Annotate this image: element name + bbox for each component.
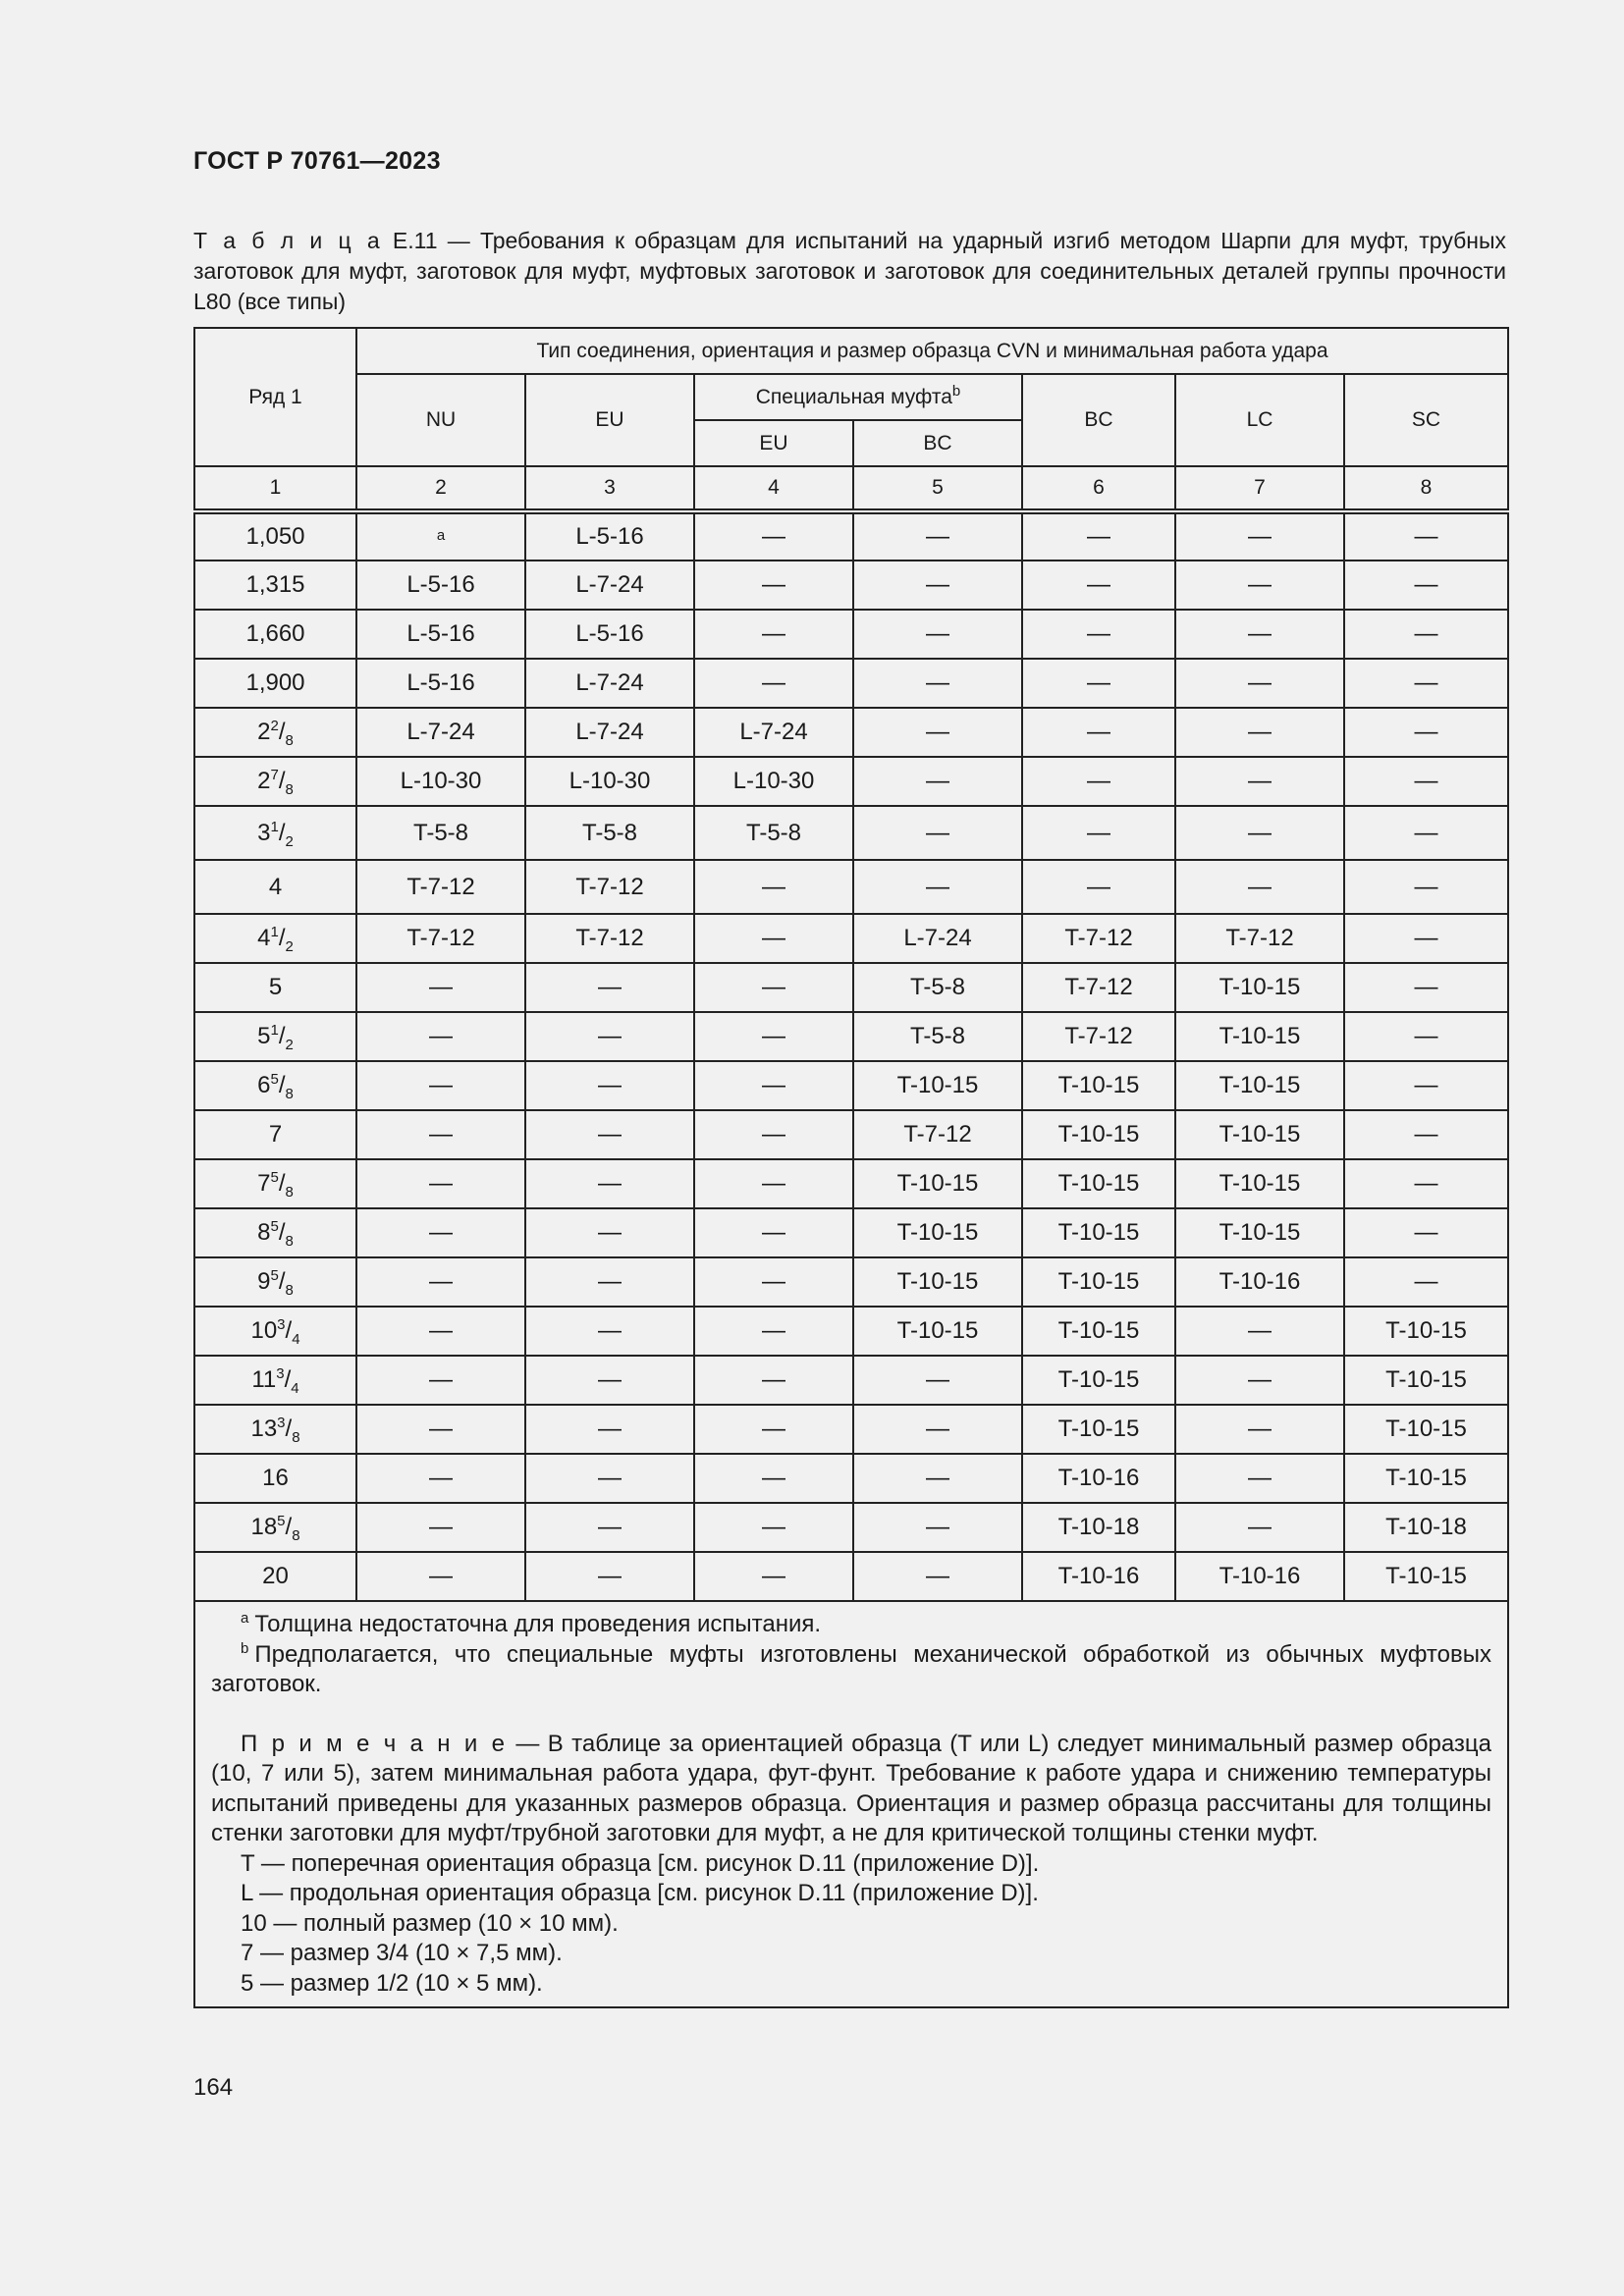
table-cell: T-10-16 (1022, 1552, 1175, 1601)
table-cell: — (525, 1405, 694, 1454)
table-cell: — (694, 1208, 853, 1257)
col-header-eu: EU (525, 374, 694, 466)
table-cell: — (525, 1159, 694, 1208)
table-cell: — (356, 1307, 525, 1356)
table-cell: — (1344, 1208, 1508, 1257)
note-line: T — поперечная ориентация образца [см. рисунок D.11 (приложение D)]. (241, 1849, 1040, 1877)
table-cell: — (1175, 1307, 1344, 1356)
table-cell: T-7-12 (525, 860, 694, 914)
table-cell: T-10-15 (1022, 1208, 1175, 1257)
table-cell: — (1344, 860, 1508, 914)
table-cell: T-10-15 (1175, 1159, 1344, 1208)
table-cell: — (694, 860, 853, 914)
col-number: 8 (1344, 466, 1508, 511)
table-cell: — (694, 511, 853, 561)
table-cell: T-10-15 (1344, 1405, 1508, 1454)
table-cell: L-7-24 (356, 708, 525, 757)
row-size: $13^3/_8$ (194, 1405, 356, 1454)
table-cell: — (1175, 511, 1344, 561)
table-cell: — (694, 1307, 853, 1356)
table-cell: L-10-30 (694, 757, 853, 806)
table-cell: — (1344, 757, 1508, 806)
table-cell: — (694, 1159, 853, 1208)
table-cell: L-7-24 (525, 659, 694, 708)
table-row (194, 757, 1508, 806)
table-cell: T-7-12 (853, 1110, 1022, 1159)
table-cell: T-10-15 (1022, 1159, 1175, 1208)
table-cell: — (1175, 610, 1344, 659)
table-cell: L-10-30 (525, 757, 694, 806)
table-row (194, 1061, 1508, 1110)
col-header-nu: NU (356, 374, 525, 466)
table-cell: T-5-8 (694, 806, 853, 860)
caption-text: Е.11 — Требования к образцам для испытаний на ударный изгиб методом Шарпи для муфт, трубных заготовок для муфт, заготовок для муфт, муфтовых заготовок и заготовок для соединительных деталей группы прочности L80 (все типы) (193, 228, 1506, 314)
col-header-special-eu: EU (694, 420, 853, 466)
table-cell: T-10-16 (1175, 1552, 1344, 1601)
row-size: $10^3/_4$ (194, 1307, 356, 1356)
row-size: $2^2/_8$ (194, 708, 356, 757)
table-cell: L-7-24 (525, 561, 694, 610)
table-cell: — (853, 561, 1022, 610)
table-cell: — (853, 1405, 1022, 1454)
table-cell: T-10-15 (1175, 1061, 1344, 1110)
table-cell: — (356, 1503, 525, 1552)
row-size: $18^5/_8$ (194, 1503, 356, 1552)
table-cell: — (356, 1110, 525, 1159)
table-cell: L-5-16 (525, 511, 694, 561)
table-cell: — (1022, 860, 1175, 914)
table-cell: T-7-12 (1022, 1012, 1175, 1061)
table-row (194, 1552, 1508, 1601)
note-line: 5 — размер 1/2 (10 × 5 мм). (241, 1969, 543, 1997)
table-cell: — (1175, 860, 1344, 914)
caption-label: Т а б л и ц а (193, 228, 383, 253)
table-cell: — (525, 1552, 694, 1601)
table-cell: T-10-15 (1344, 1307, 1508, 1356)
table-cell: T-7-12 (525, 914, 694, 963)
table-cell: — (853, 1503, 1022, 1552)
table-cell: — (356, 1061, 525, 1110)
table-row (194, 1110, 1508, 1159)
row-size: $11^3/_4$ (194, 1356, 356, 1405)
table-cell: — (1022, 511, 1175, 561)
table-cell: — (694, 561, 853, 610)
table-row (194, 1307, 1508, 1356)
table-row (194, 1208, 1508, 1257)
table-cell: T-10-15 (1022, 1356, 1175, 1405)
table-row (194, 659, 1508, 708)
table-cell: T-10-15 (853, 1208, 1022, 1257)
col-header-sc: SC (1344, 374, 1508, 466)
table-cell: — (1344, 1257, 1508, 1307)
table-cell: — (1344, 914, 1508, 963)
table-cell: — (1344, 806, 1508, 860)
table-cell: L-5-16 (356, 610, 525, 659)
table-row (194, 1454, 1508, 1503)
table-cell: — (525, 1307, 694, 1356)
row-header: Ряд 1 (194, 328, 356, 466)
row-size: $7^5/_8$ (194, 1159, 356, 1208)
table-cell: T-10-15 (853, 1159, 1022, 1208)
row-size: $9^5/_8$ (194, 1257, 356, 1307)
table-cell: T-5-8 (853, 1012, 1022, 1061)
table-cell: T-10-15 (853, 1061, 1022, 1110)
table-cell: — (1344, 1012, 1508, 1061)
col-number: 4 (694, 466, 853, 511)
table-cell: — (853, 659, 1022, 708)
table-cell: — (356, 1454, 525, 1503)
note-line: 10 — полный размер (10 × 10 мм). (241, 1909, 619, 1937)
page-number: 164 (193, 2074, 234, 2101)
row-size: $2^7/_8$ (194, 757, 356, 806)
table-row (194, 1356, 1508, 1405)
table-cell: T-5-8 (525, 806, 694, 860)
table-cell: L-7-24 (853, 914, 1022, 963)
table-cell: — (1022, 561, 1175, 610)
table-cell: — (525, 1012, 694, 1061)
charpy-requirements-table (193, 327, 1509, 2008)
table-cell: — (525, 1503, 694, 1552)
col-number: 2 (356, 466, 525, 511)
note-line: 7 — размер 3/4 (10 × 7,5 мм). (241, 1940, 563, 1966)
table-cell: T-10-15 (1175, 963, 1344, 1012)
table-cell: — (525, 963, 694, 1012)
row-size: 1,050 (194, 511, 356, 561)
table-cell: — (1022, 806, 1175, 860)
table-cell: — (356, 1159, 525, 1208)
table-cell: T-10-15 (853, 1307, 1022, 1356)
table-row (194, 963, 1508, 1012)
row-size: 4 (194, 860, 356, 914)
table-cell: T-10-15 (1175, 1012, 1344, 1061)
table-cell: — (1175, 1454, 1344, 1503)
row-size: $6^5/_8$ (194, 1061, 356, 1110)
table-cell: T-10-15 (1022, 1307, 1175, 1356)
row-size: $3^1/_2$ (194, 806, 356, 860)
table-cell: — (1344, 708, 1508, 757)
row-size: 1,900 (194, 659, 356, 708)
table-cell: L-5-16 (356, 659, 525, 708)
table-cell: — (694, 610, 853, 659)
table-row (194, 610, 1508, 659)
table-row (194, 860, 1508, 914)
table-cell: — (356, 1208, 525, 1257)
table-cell: T-10-16 (1175, 1257, 1344, 1307)
row-size: 16 (194, 1454, 356, 1503)
table-cell: T-5-8 (853, 963, 1022, 1012)
table-cell: — (694, 963, 853, 1012)
row-size: 1,315 (194, 561, 356, 610)
table-cell: — (356, 1012, 525, 1061)
table-row (194, 1257, 1508, 1307)
table-cell: — (853, 1454, 1022, 1503)
table-cell: T-7-12 (356, 860, 525, 914)
table-cell: — (1344, 1061, 1508, 1110)
table-cell: — (525, 1454, 694, 1503)
table-row (194, 511, 1508, 561)
table-cell: — (1175, 659, 1344, 708)
table-cell: L-7-24 (525, 708, 694, 757)
table-cell: T-10-15 (1344, 1552, 1508, 1601)
table-cell: T-10-16 (1022, 1454, 1175, 1503)
col-header-special-bc: BC (853, 420, 1022, 466)
row-size: 5 (194, 963, 356, 1012)
table-cell: — (525, 1208, 694, 1257)
table-cell: — (853, 860, 1022, 914)
table-cell: — (694, 1110, 853, 1159)
table-cell: — (1175, 1356, 1344, 1405)
table-cell: — (1022, 610, 1175, 659)
table-row (194, 1012, 1508, 1061)
col-number: 7 (1175, 466, 1344, 511)
table-cell: a (356, 511, 525, 561)
table-cell: T-10-15 (1022, 1061, 1175, 1110)
table-cell: — (1175, 757, 1344, 806)
table-cell: T-10-15 (1175, 1208, 1344, 1257)
table-cell: — (525, 1356, 694, 1405)
table-cell: — (1175, 1503, 1344, 1552)
table-cell: — (525, 1110, 694, 1159)
table-footnotes (194, 1601, 1508, 2007)
row-size: $4^1/_2$ (194, 914, 356, 963)
col-header-bc: BC (1022, 374, 1175, 466)
table-cell: — (356, 1257, 525, 1307)
table-cell: — (853, 1552, 1022, 1601)
table-cell: — (694, 914, 853, 963)
table-note: П р и м е ч а н и е — В таблице за ориентацией образца (T или L) следует минимальный размер образца (10, 7 или 5), затем минимальная работа удара, фут-фунт. Требование к работе удара и снижению температуры испытаний приведены для указанных размеров образца. Ориентация и размер образца рассчитаны для толщины стенки заготовки для муфт/трубной заготовки для муфт, а не для критической толщины стенки муфт. (211, 1730, 1491, 1846)
table-cell: T-10-15 (1022, 1110, 1175, 1159)
col-number: 6 (1022, 466, 1175, 511)
table-cell: — (1175, 708, 1344, 757)
table-cell: — (1344, 511, 1508, 561)
note-line: L — продольная ориентация образца [см. рисунок D.11 (приложение D)]. (241, 1880, 1039, 1906)
table-cell: — (694, 1454, 853, 1503)
table-row (194, 914, 1508, 963)
table-cell: T-7-12 (1022, 963, 1175, 1012)
table-cell: — (1344, 1159, 1508, 1208)
table-cell: T-7-12 (356, 914, 525, 963)
table-cell: T-7-12 (1175, 914, 1344, 963)
table-caption (193, 226, 1506, 317)
table-cell: — (1175, 806, 1344, 860)
table-row (194, 1405, 1508, 1454)
table-cell: — (1344, 1110, 1508, 1159)
table-cell: — (694, 1012, 853, 1061)
standard-code: ГОСТ Р 70761—2023 (193, 147, 441, 175)
table-cell: T-10-18 (1344, 1503, 1508, 1552)
table-cell: — (1022, 757, 1175, 806)
table-body (194, 511, 1508, 1601)
col-number: 3 (525, 466, 694, 511)
table-row (194, 708, 1508, 757)
group-header: Тип соединения, ориентация и размер образца CVN и минимальная работа удара (356, 328, 1508, 374)
table-row (194, 561, 1508, 610)
table-cell: — (853, 610, 1022, 659)
special-label: Специальная муфта (755, 385, 952, 408)
table-cell: — (853, 511, 1022, 561)
table-cell: T-10-15 (1022, 1257, 1175, 1307)
table-cell: L-10-30 (356, 757, 525, 806)
table-cell: T-10-15 (853, 1257, 1022, 1307)
table-cell: — (694, 1503, 853, 1552)
row-size: 20 (194, 1552, 356, 1601)
table-cell: — (525, 1257, 694, 1307)
table-cell: T-10-15 (1022, 1405, 1175, 1454)
table-cell: — (1344, 659, 1508, 708)
col-number: 5 (853, 466, 1022, 511)
table-cell: — (694, 1257, 853, 1307)
table-cell: — (853, 708, 1022, 757)
row-size: $8^5/_8$ (194, 1208, 356, 1257)
table-cell: T-10-15 (1344, 1454, 1508, 1503)
col-header-special (694, 374, 1022, 420)
table-cell: — (1344, 963, 1508, 1012)
row-size: 1,660 (194, 610, 356, 659)
row-size: 7 (194, 1110, 356, 1159)
table-cell: T-10-15 (1175, 1110, 1344, 1159)
table-cell: T-10-15 (1344, 1356, 1508, 1405)
table-cell: T-10-18 (1022, 1503, 1175, 1552)
table-cell: L-7-24 (694, 708, 853, 757)
table-cell: — (853, 806, 1022, 860)
table-cell: — (694, 1552, 853, 1601)
table-cell: — (853, 757, 1022, 806)
table-cell: L-5-16 (525, 610, 694, 659)
table-cell: — (694, 1356, 853, 1405)
table-cell: T-5-8 (356, 806, 525, 860)
table-cell: — (694, 1061, 853, 1110)
table-cell: — (356, 1405, 525, 1454)
footnote-a: $^a$ Толщина недостаточна для проведения испытания. (241, 1610, 822, 1637)
table-cell: — (1022, 659, 1175, 708)
table-cell: — (356, 1552, 525, 1601)
table-row (194, 806, 1508, 860)
table-cell: — (356, 963, 525, 1012)
table-cell: — (694, 1405, 853, 1454)
table-cell: — (694, 659, 853, 708)
table-row (194, 1159, 1508, 1208)
table-cell: — (1344, 610, 1508, 659)
table-cell: — (853, 1356, 1022, 1405)
table-cell: — (1022, 708, 1175, 757)
table-cell: — (1344, 561, 1508, 610)
table-cell: — (525, 1061, 694, 1110)
table-cell: — (1175, 561, 1344, 610)
special-mark: b (951, 382, 961, 400)
table-cell: T-7-12 (1022, 914, 1175, 963)
col-number: 1 (194, 466, 356, 511)
row-size: $5^1/_2$ (194, 1012, 356, 1061)
table-cell: — (1175, 1405, 1344, 1454)
table-cell: — (356, 1356, 525, 1405)
table-row (194, 1503, 1508, 1552)
table-cell: L-5-16 (356, 561, 525, 610)
footnote-b: $^b$ Предполагается, что специальные муфты изготовлены механической обработкой из обычных муфтовых заготовок. (211, 1639, 1491, 1697)
col-header-lc: LC (1175, 374, 1344, 466)
